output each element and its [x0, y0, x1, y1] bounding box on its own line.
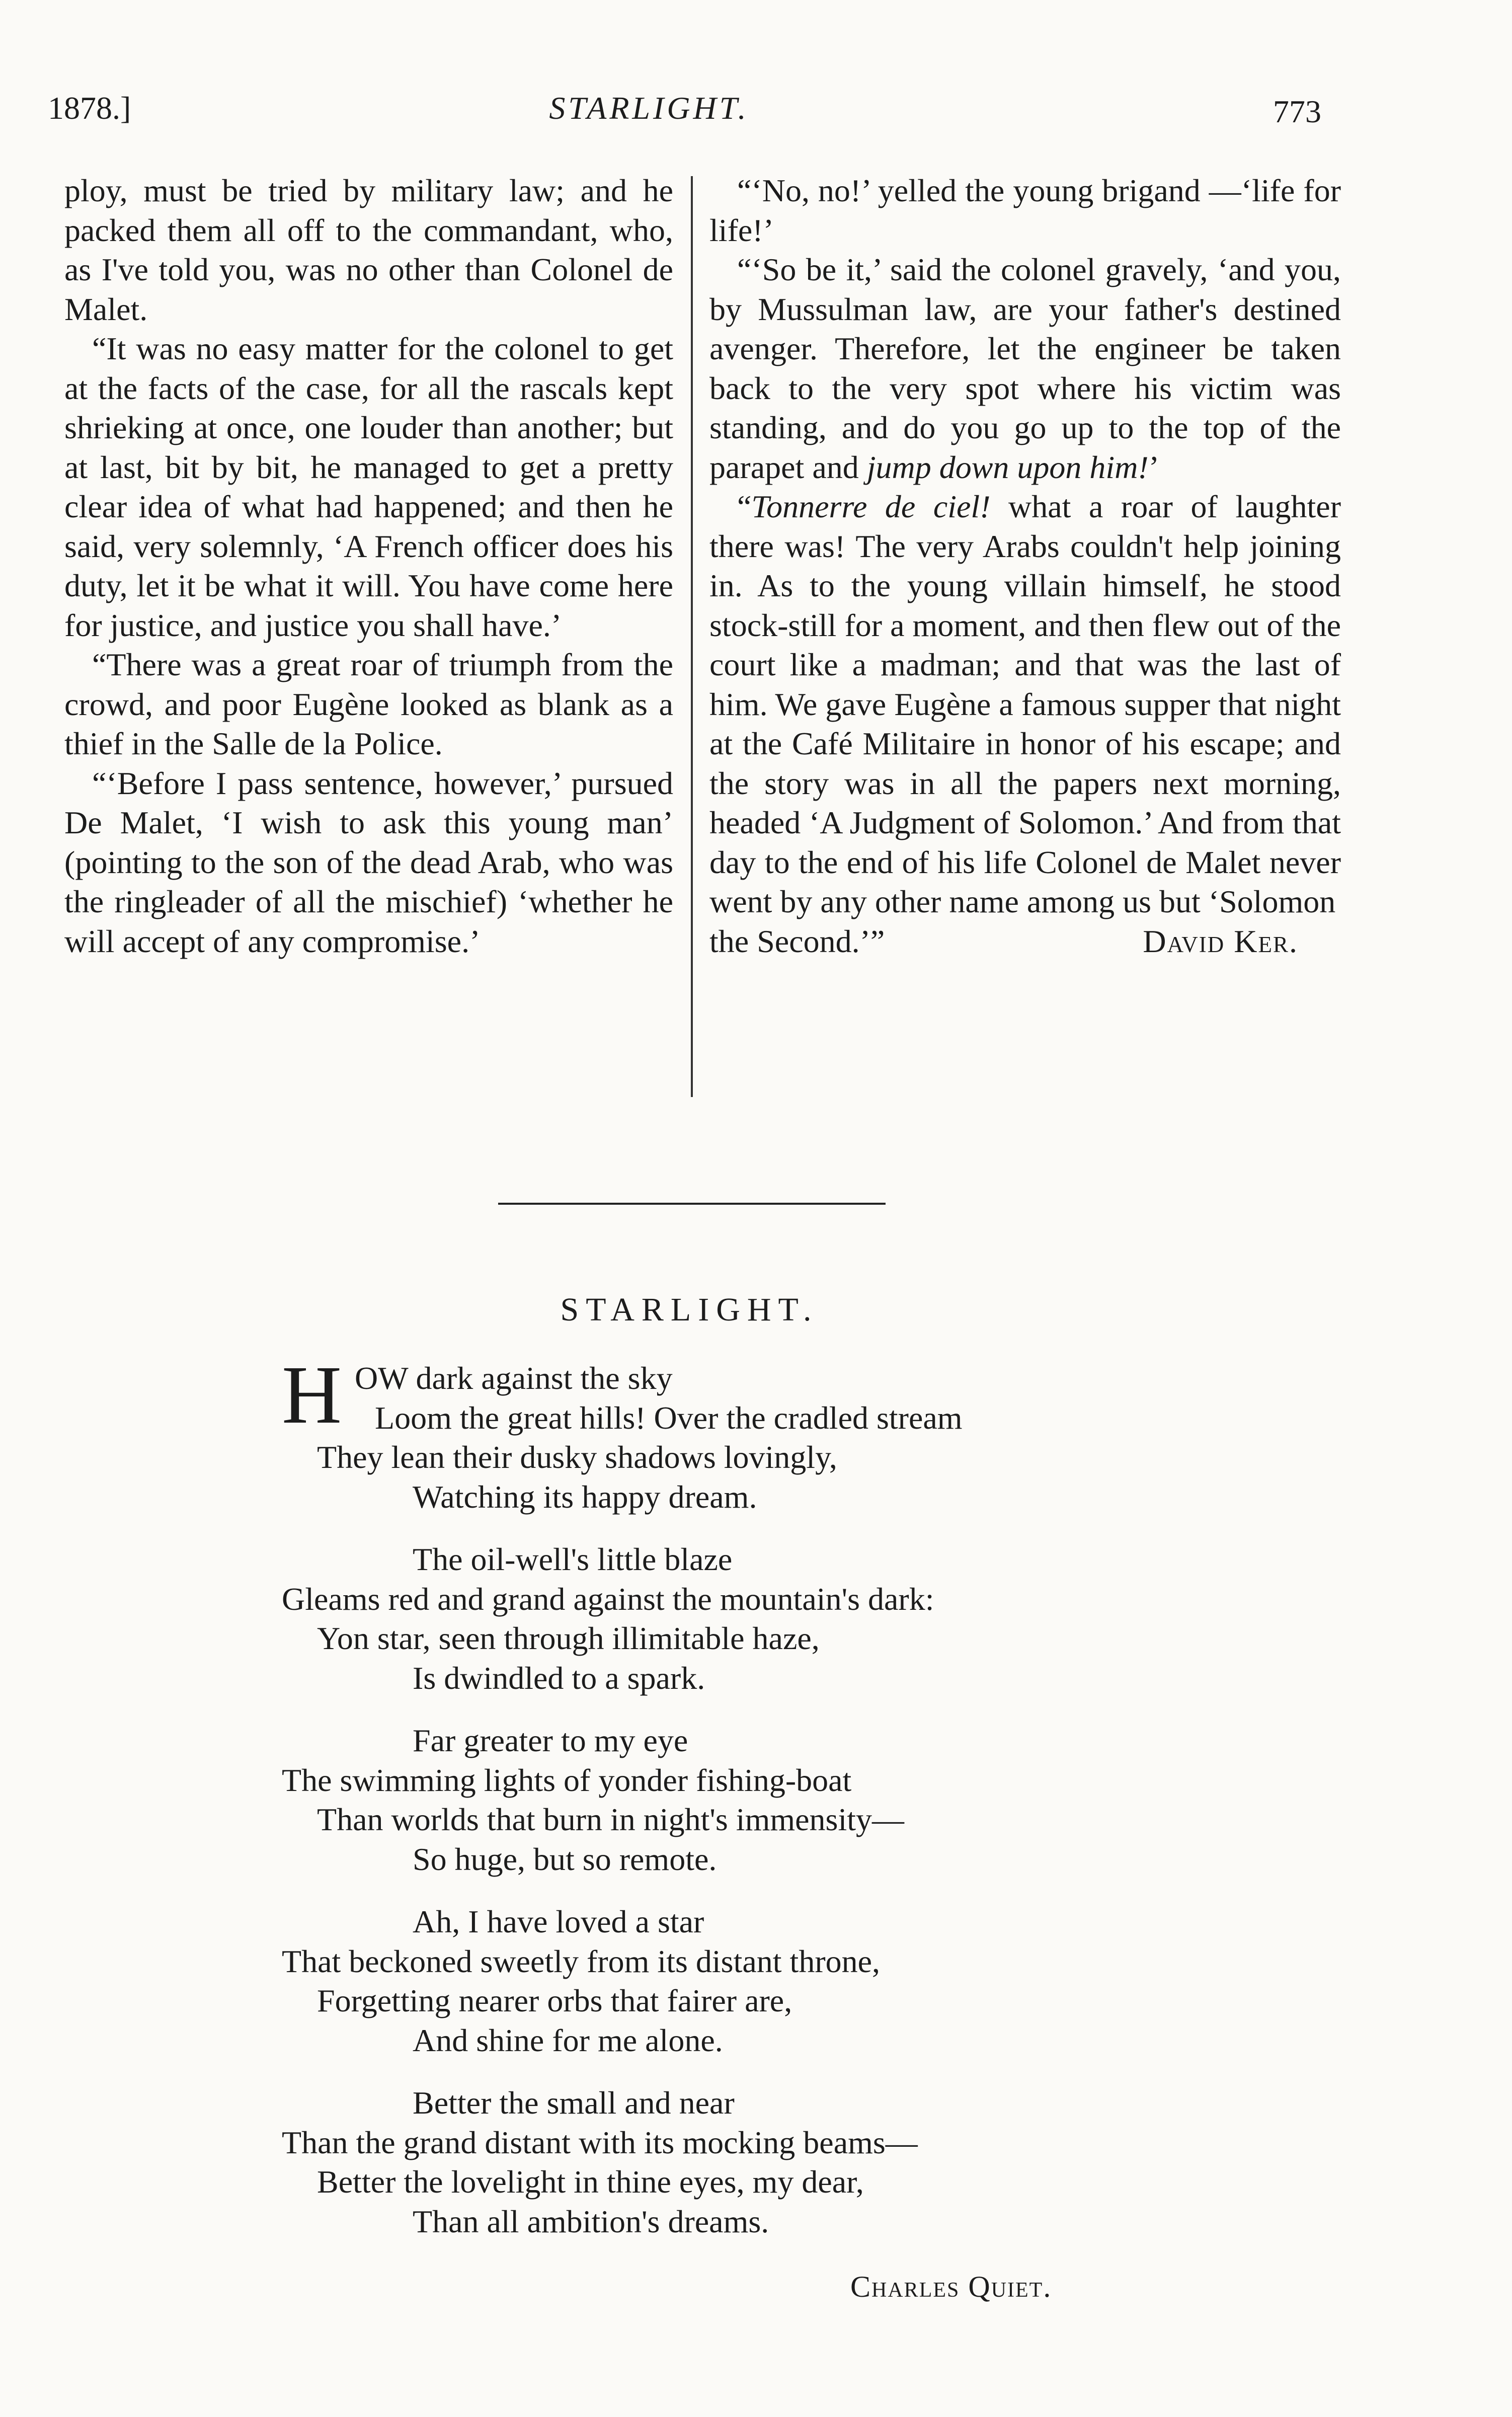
text-run: “‘So be it,’ said the colonel gravely, ‘and you, by Mussulman law, are your father's destined avenger. Therefore, let the engineer be taken back to the very spot where his victim was standing, and do you go up to the top of the parapet and	[709, 252, 1341, 485]
poem-title: STARLIGHT.	[560, 1291, 819, 1328]
right-column	[709, 171, 1341, 961]
poem-line: Far greater to my eye	[413, 1723, 688, 1758]
poem-line: The swimming lights of yonder fishing-boat	[282, 1762, 852, 1798]
poem-line: Gleams red and grand against the mountain's dark:	[282, 1581, 934, 1617]
paragraph	[709, 250, 1341, 487]
poem-line: Better the lovelight in thine eyes, my dear,	[317, 2164, 864, 2200]
poem-line: They lean their dusky shadows lovingly,	[317, 1439, 837, 1475]
poem-line: Than worlds that burn in night's immensity—	[317, 1802, 904, 1837]
poem-line: Loom the great hills! Over the cradled stream	[375, 1399, 963, 1436]
poem-line: OW dark against the sky	[355, 1360, 673, 1396]
running-title: STARLIGHT.	[549, 90, 749, 126]
stanza	[282, 1349, 963, 1517]
stanza	[282, 1540, 963, 1698]
section-separator	[498, 1203, 886, 1205]
paragraph: ploy, must be tried by military law; and he packed them all off to the commandant, who, as I've told you, was no other than Colonel de Malet.	[64, 173, 673, 327]
header-year: 1878.]	[48, 90, 131, 126]
poem-line: Is dwindled to a spark.	[413, 1660, 705, 1696]
poem-line: That beckoned sweetly from its distant throne,	[282, 1943, 881, 1979]
paragraph: “‘No, no!’ yelled the young brigand —‘life for life!’	[709, 173, 1341, 248]
column-divider	[691, 176, 693, 1097]
poem-line: The oil-well's little blaze	[413, 1541, 733, 1577]
italic-run: jump down upon him!	[866, 449, 1149, 485]
closing-line	[709, 922, 1341, 962]
left-column	[64, 171, 673, 961]
poem-line: And shine for me alone.	[413, 2022, 723, 2058]
poem-line: Forgetting nearer orbs that fairer are,	[317, 1983, 792, 2018]
article-author: David Ker.	[1143, 923, 1298, 959]
italic-run: Tonnerre de ciel!	[751, 489, 991, 524]
text-run: what a roar of laughter there was! The very Arabs couldn't help joining in. As to the young villain himself, he stood stock-still for a moment, and then flew out of the court like a madman; and that was the last of him. We gave Eugène a famous supper that night at the Café Militaire in honor of his escape; and the story was in all the papers next morning, headed ‘A Judgment of Solomon.’ And from that day to the end of his life Colonel de Malet never went by any other name among us but ‘Solomon	[709, 489, 1341, 919]
closing-text: the Second.’”	[709, 923, 885, 959]
poem-line: Than the grand distant with its mocking beams—	[282, 2124, 918, 2160]
paragraph: “‘Before I pass sentence, however,’ pursued De Malet, ‘I wish to ask this young man’ (pointing to the son of the dead Arab, who was the ringleader of all the mischief) ‘whether he will accept of any compromise.’	[64, 765, 673, 959]
drop-cap: H	[282, 1349, 342, 1441]
poem-line: Ah, I have loved a star	[413, 1904, 704, 1939]
paragraph: “It was no easy matter for the colonel to get at the facts of the case, for all the rascals kept shrieking at once, one louder than another; but at last, bit by bit, he managed to get a pretty clear idea of what had happened; and then he said, very solemnly, ‘A French officer does his duty, let it be what it will. You have come here for justice, and justice you shall have.’	[64, 331, 673, 643]
text-run: “	[737, 489, 752, 524]
poem-body	[282, 1349, 963, 2265]
poem-author: Charles Quiet.	[850, 2270, 1052, 2303]
stanza	[282, 2083, 963, 2241]
poem-line: Better the small and near	[413, 2085, 735, 2121]
poem-line: Yon star, seen through illimitable haze,	[317, 1620, 820, 1656]
paragraph: “There was a great roar of triumph from the crowd, and poor Eugène looked as blank as a thief in the Salle de la Police.	[64, 647, 673, 761]
poem-line: Than all ambition's dreams.	[413, 2203, 769, 2239]
poem-line: Watching its happy dream.	[413, 1478, 757, 1515]
poem-line: So huge, but so remote.	[413, 1841, 717, 1877]
stanza	[282, 1902, 963, 2060]
text-run: ’	[1148, 449, 1160, 485]
stanza	[282, 1721, 963, 1879]
page-number: 773	[1273, 94, 1321, 129]
paragraph	[709, 487, 1341, 922]
